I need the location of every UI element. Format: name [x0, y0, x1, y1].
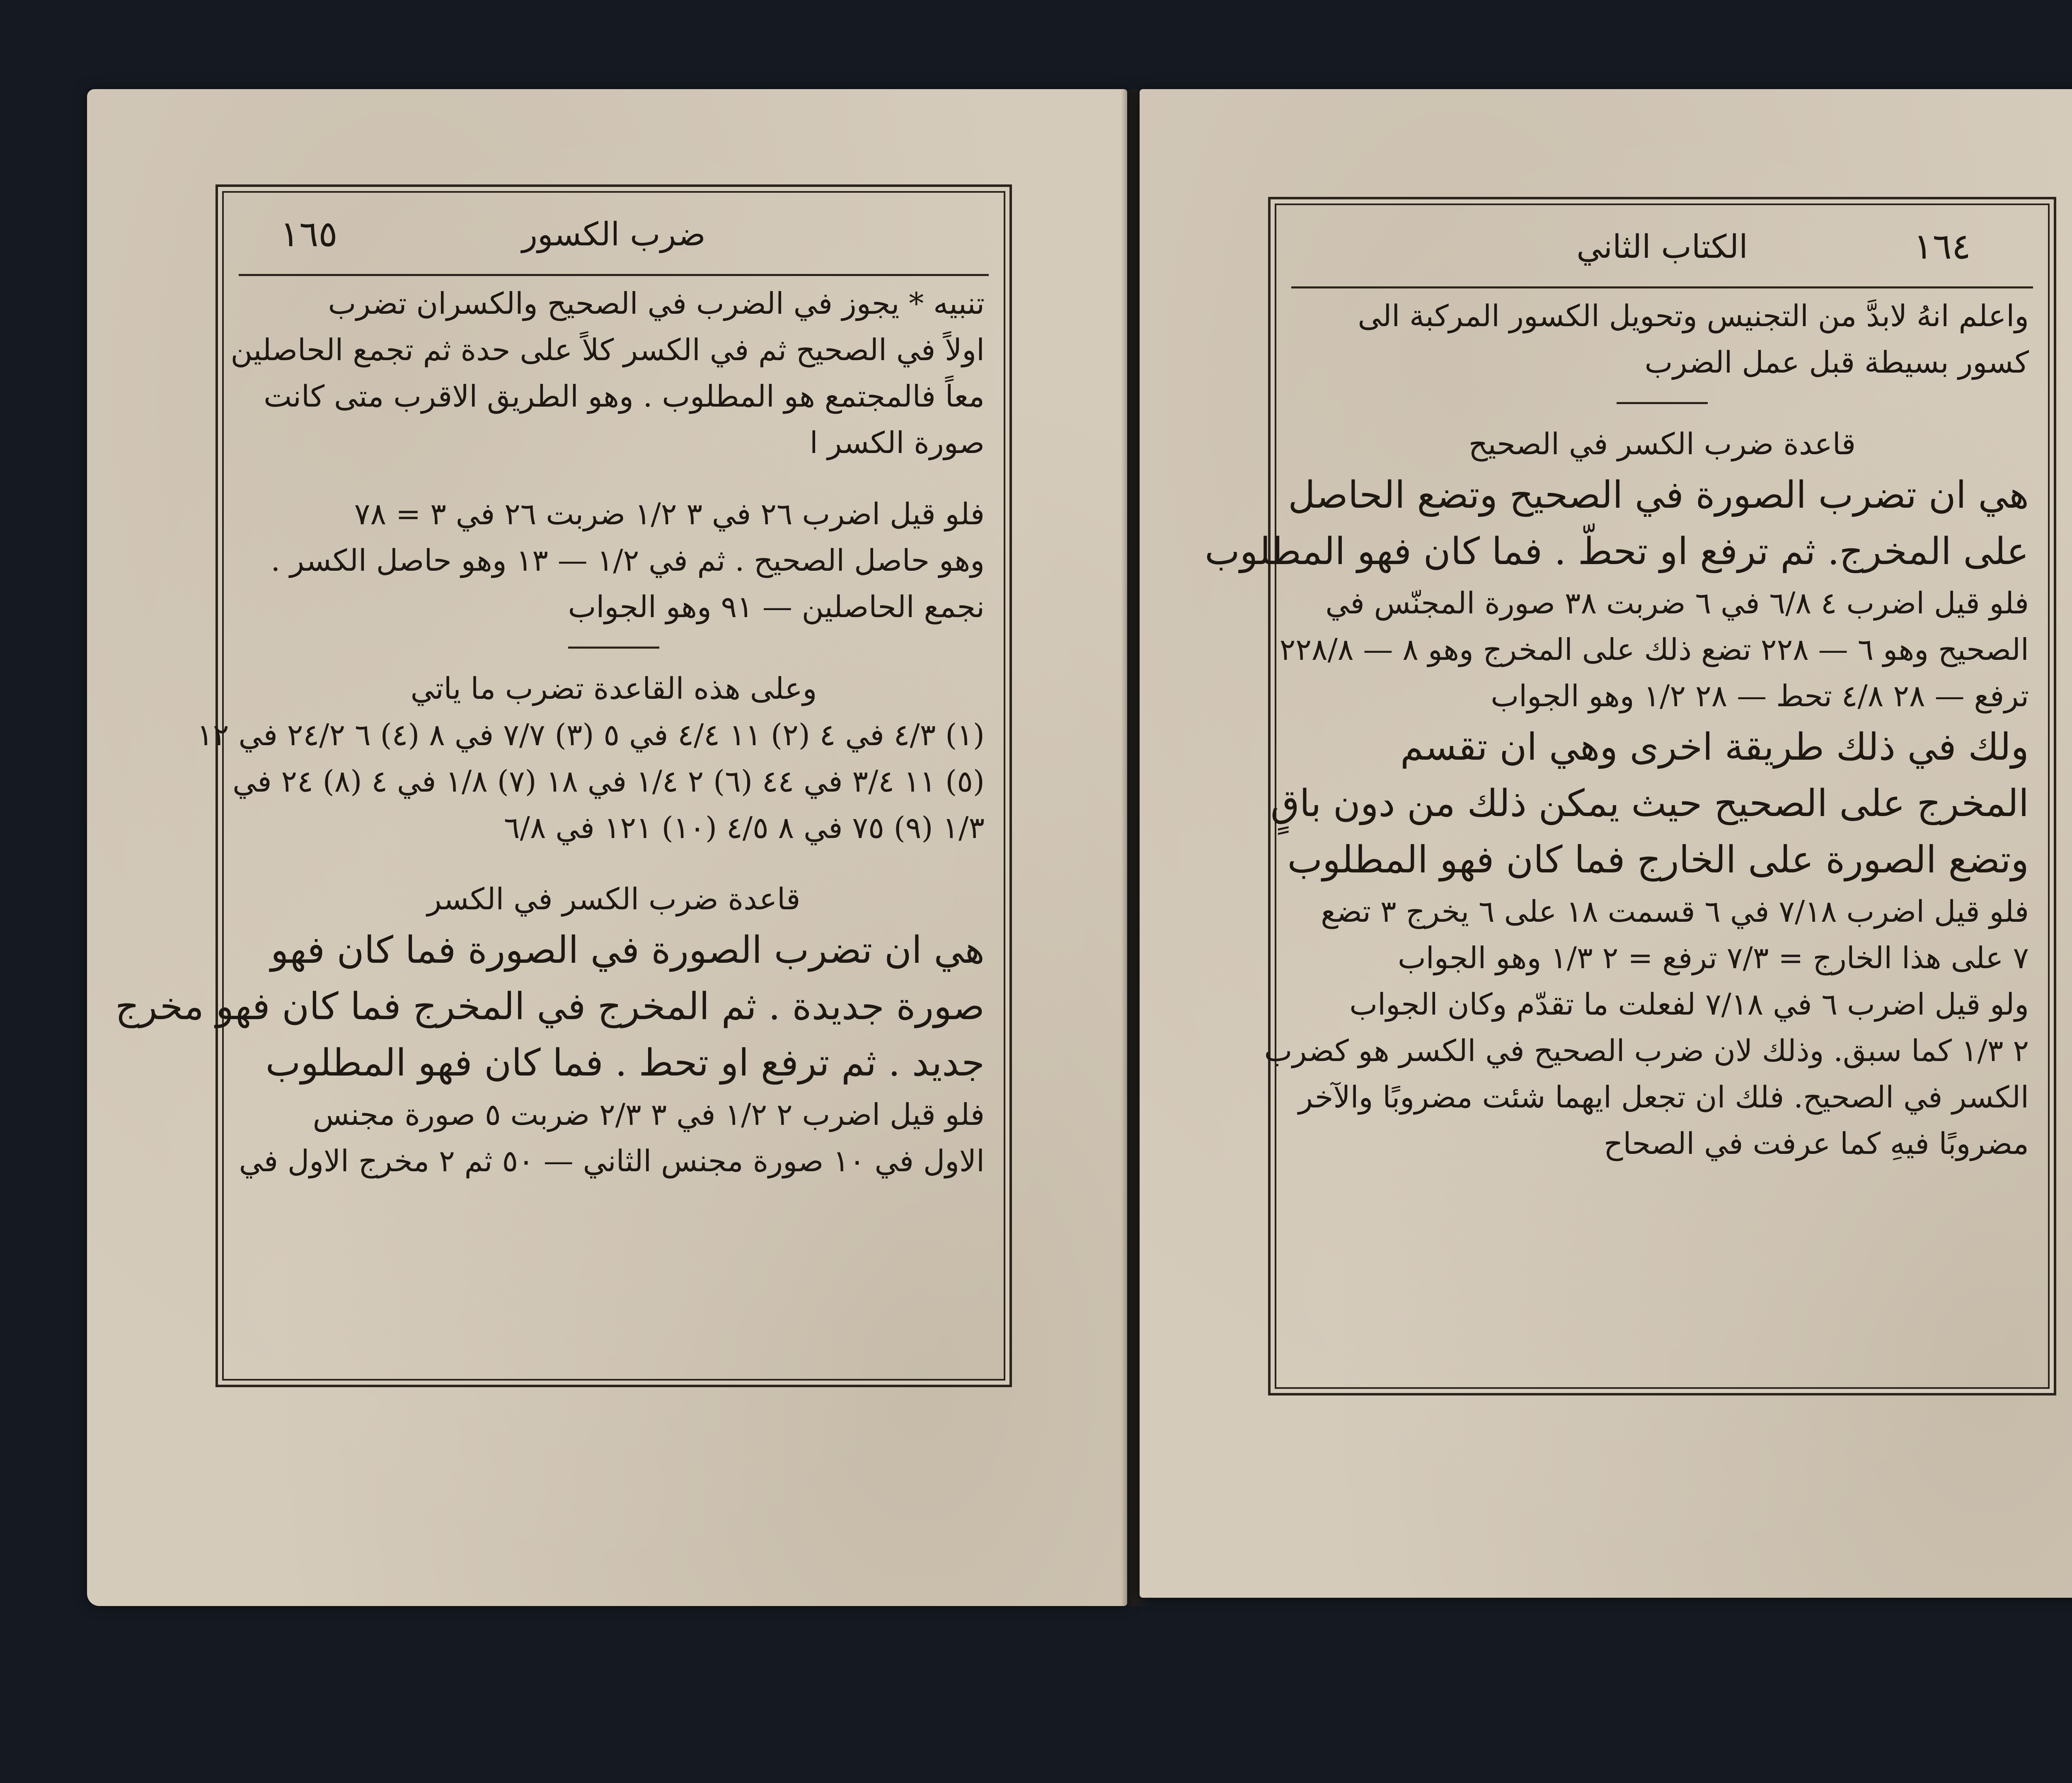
- text-line: اولاً في الصحيح ثم في الكسر كلاً على حدة ثم تجمع الحاصلين: [230, 332, 985, 367]
- text-line: نجمع الحاصلين — ٩١ وهو الجواب: [568, 589, 985, 624]
- running-title: ضرب الكسور: [522, 216, 706, 253]
- left-page: [87, 89, 1127, 1606]
- text-line: كسور بسيطة قبل عمل الضرب: [1644, 345, 2029, 380]
- text-line: الاول في ١٠ صورة مجنس الثاني — ٥٠ ثم ٢ مخرج الاول في: [239, 1143, 985, 1178]
- page-number: ١٦٥: [280, 213, 338, 255]
- exercise-line: ١/٣ (٩) ٧٥ في ٨ ٤/٥ (١٠) ١٢١ في ٦/٨: [503, 810, 985, 845]
- left-page-frame: [115, 184, 1012, 1387]
- section-heading: قاعدة ضرب الكسر في الصحيح: [1468, 426, 1856, 461]
- exercise-line: (١) ٤/٣ في ٤ (٢) ١١ ٤/٤ في ٥ (٣) ٧/٧ في ٨ (٤) ٦ ٢٤/٢ في ١٢: [197, 717, 985, 752]
- right-page-body: [1205, 293, 2029, 1368]
- text-line: الصحيح وهو ٦ — ٢٢٨ تضع ذلك على المخرج وهو ٨ — ٢٢٨/٨: [1279, 632, 2029, 667]
- text-line: ولو قيل اضرب ٦ في ٧/١٨ لفعلت ما تقدّم وكان الجواب: [1349, 987, 2029, 1022]
- text-line: صورة الكسر ا: [809, 425, 985, 460]
- right-page: [1140, 89, 2072, 1598]
- text-line: ٧ على هذا الخارج = ٧/٣ ترفع = ٢ ١/٣ وهو الجواب: [1398, 940, 2029, 975]
- rule-text-line: ولك في ذلك طريقة اخرى وهي ان تقسم: [1400, 725, 2029, 769]
- text-line: واعلم انهُ لابدَّ من التجنيس وتحويل الكسور المركبة الى: [1358, 298, 2029, 333]
- section-divider: [568, 647, 659, 649]
- text-line: فلو قيل اضرب ٧/١٨ في ٦ قسمت ١٨ على ٦ يخرج ٣ تضع: [1321, 894, 2029, 929]
- text-line: تنبيه * يجوز في الضرب في الصحيح والكسران تضرب: [328, 286, 985, 321]
- text-line: ترفع — ٢٨ ٤/٨ تحط — ٢٨ ١/٢ وهو الجواب: [1491, 678, 2029, 713]
- section-heading: قاعدة ضرب الكسر في الكسر: [427, 882, 801, 916]
- text-line: فلو قيل اضرب ٢ ١/٢ في ٣ ٢/٣ ضربت ٥ صورة مجنس: [312, 1097, 985, 1132]
- exercise-line: (٥) ١١ ٣/٤ في ٤٤ (٦) ٢ ١/٤ في ١٨ (٧) ١/٨ في ٤ (٨) ٢٤ في: [232, 764, 985, 799]
- right-page-header: [1291, 216, 2033, 288]
- text-line: مضروبًا فيهِ كما عرفت في الصحاح: [1604, 1126, 2029, 1161]
- rule-text-line: على المخرج. ثم ترفع او تحطّ . فما كان فهو المطلوب: [1205, 530, 2029, 573]
- text-line: ٢ ١/٣ كما سبق. وذلك لان ضرب الصحيح في الكسر هو كضرب: [1264, 1033, 2029, 1068]
- rule-text-line: جديد . ثم ترفع او تحط . فما كان فهو المطلوب: [265, 1041, 985, 1085]
- rule-text-line: هي ان تضرب الصورة في الصحيح وتضع الحاصل: [1288, 473, 2029, 517]
- rule-text-line: صورة جديدة . ثم المخرج في المخرج فما كان فهو مخرج: [115, 985, 985, 1028]
- left-page-body: [115, 280, 985, 1360]
- text-line: معاً فالمجتمع هو المطلوب . وهو الطريق الاقرب متى كانت: [264, 379, 985, 414]
- rule-text-line: هي ان تضرب الصورة في الصورة فما كان فهو: [271, 928, 985, 972]
- left-page-header: [239, 203, 989, 276]
- text-line: فلو قيل اضرب ٢٦ في ٣ ١/٢ ضربت ٢٦ في ٣ = ٧٨: [354, 497, 985, 531]
- running-title: الكتاب الثاني: [1576, 228, 1748, 266]
- text-line: الكسر في الصحيح. فلك ان تجعل ايهما شئت مضروبًا والآخر: [1298, 1080, 2029, 1114]
- section-divider: [1617, 402, 1708, 404]
- text-line: فلو قيل اضرب ٤ ٦/٨ في ٦ ضربت ٣٨ صورة المجنّس في: [1325, 586, 2029, 620]
- page-number: ١٦٤: [1913, 226, 1971, 267]
- right-page-frame: [1205, 197, 2056, 1395]
- rule-text-line: المخرج على الصحيح حيث يمكن ذلك من دون باقٍ: [1271, 782, 2029, 825]
- text-line: وهو حاصل الصحيح . ثم في ١/٢ — ١٣ وهو حاصل الكسر .: [271, 543, 985, 578]
- rule-text-line: وتضع الصورة على الخارج فما كان فهو المطلوب: [1287, 838, 2029, 882]
- exercise-heading: وعلى هذه القاعدة تضرب ما ياتي: [410, 671, 817, 706]
